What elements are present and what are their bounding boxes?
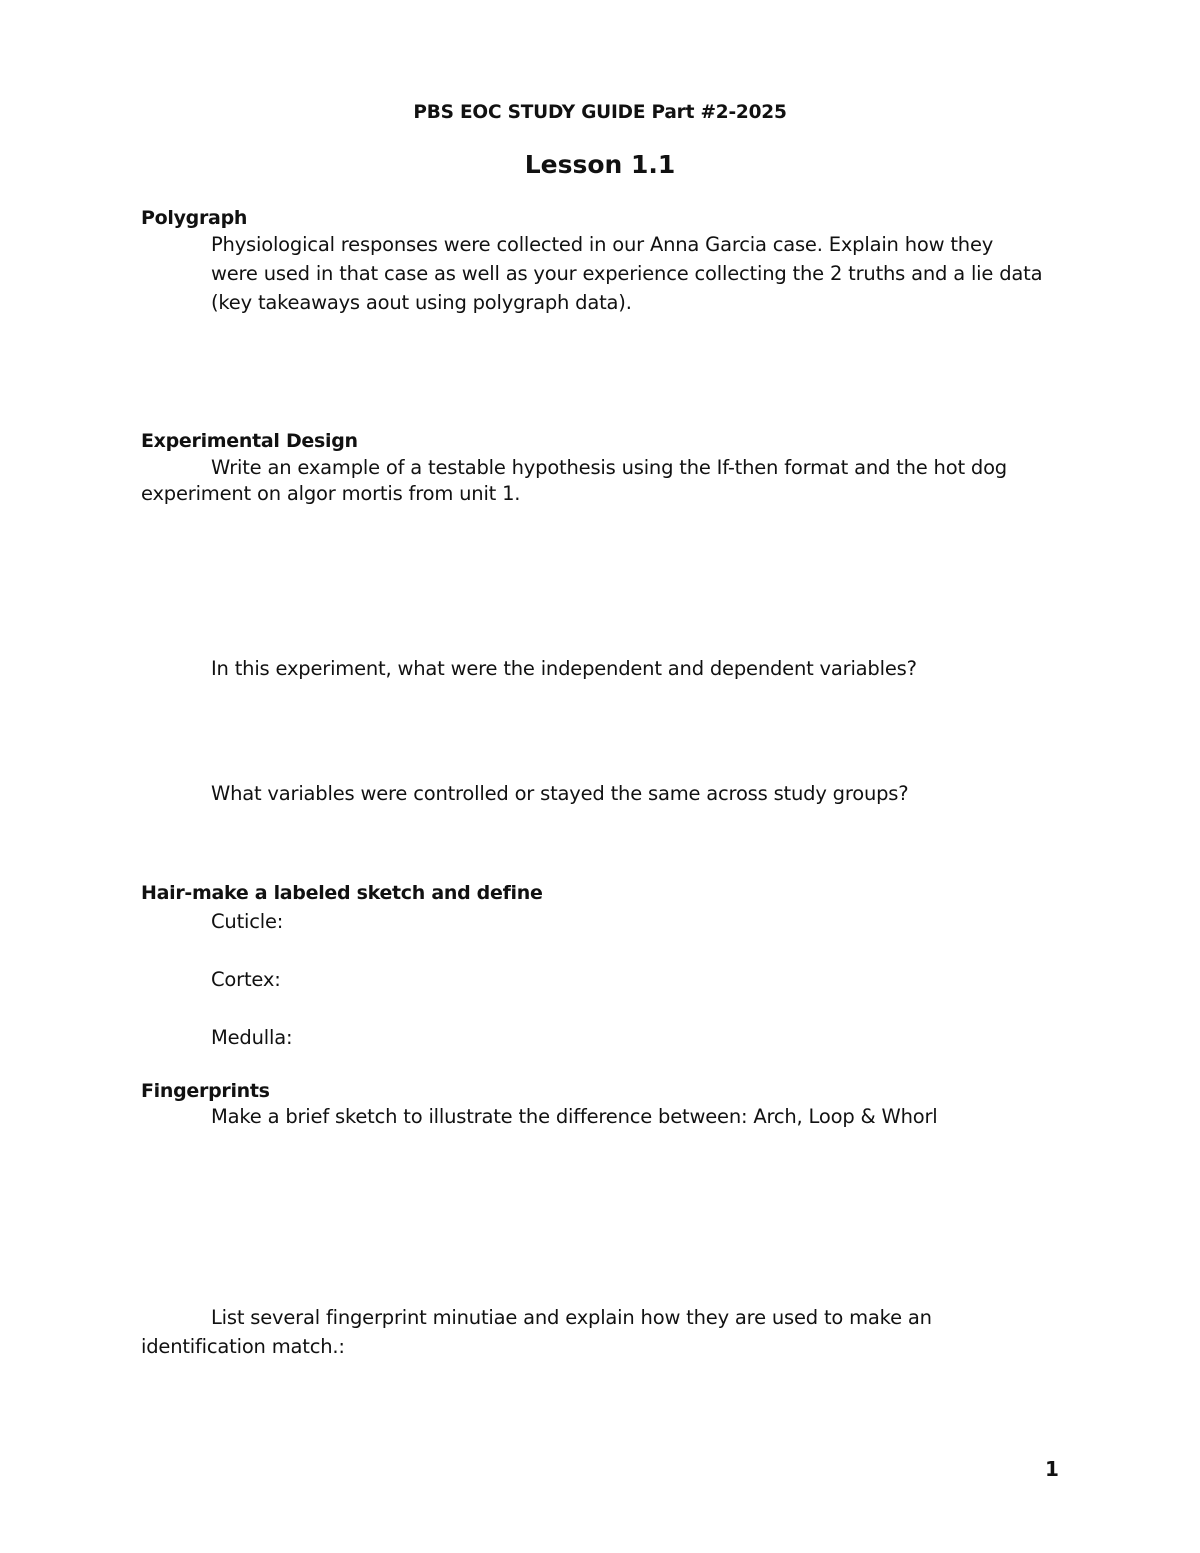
hypothesis-prompt-line-2: experiment on algor mortis from unit 1. bbox=[141, 482, 521, 505]
experimental-design-heading: Experimental Design bbox=[141, 430, 358, 452]
polygraph-line-3: (key takeaways aout using polygraph data). bbox=[211, 291, 632, 314]
hypothesis-prompt-line-1: Write an example of a testable hypothesis using the If-then format and the hot dog bbox=[211, 456, 1007, 479]
hair-heading: Hair-make a labeled sketch and define bbox=[141, 882, 543, 904]
fingerprint-sketch-prompt: Make a brief sketch to illustrate the difference between: Arch, Loop & Whorl bbox=[211, 1105, 938, 1128]
polygraph-line-1: Physiological responses were collected in our Anna Garcia case. Explain how they bbox=[211, 233, 994, 256]
hair-term-medulla: Medulla: bbox=[211, 1026, 293, 1049]
polygraph-heading: Polygraph bbox=[141, 207, 248, 229]
lesson-title: Lesson 1.1 bbox=[524, 150, 676, 179]
minutiae-prompt-line-1: List several fingerprint minutiae and explain how they are used to make an bbox=[211, 1306, 932, 1329]
page-number: 1 bbox=[1045, 1457, 1059, 1481]
minutiae-prompt-line-2: identification match.: bbox=[141, 1335, 345, 1358]
hair-term-cortex: Cortex: bbox=[211, 968, 281, 991]
variables-question: In this experiment, what were the independent and dependent variables? bbox=[211, 657, 917, 680]
polygraph-line-2: were used in that case as well as your experience collecting the 2 truths and a lie data bbox=[211, 262, 1043, 285]
controlled-variables-question: What variables were controlled or stayed the same across study groups? bbox=[211, 782, 909, 805]
fingerprints-heading: Fingerprints bbox=[141, 1080, 270, 1102]
document-title: PBS EOC STUDY GUIDE Part #2-2025 bbox=[413, 102, 787, 123]
hair-term-cuticle: Cuticle: bbox=[211, 910, 284, 933]
